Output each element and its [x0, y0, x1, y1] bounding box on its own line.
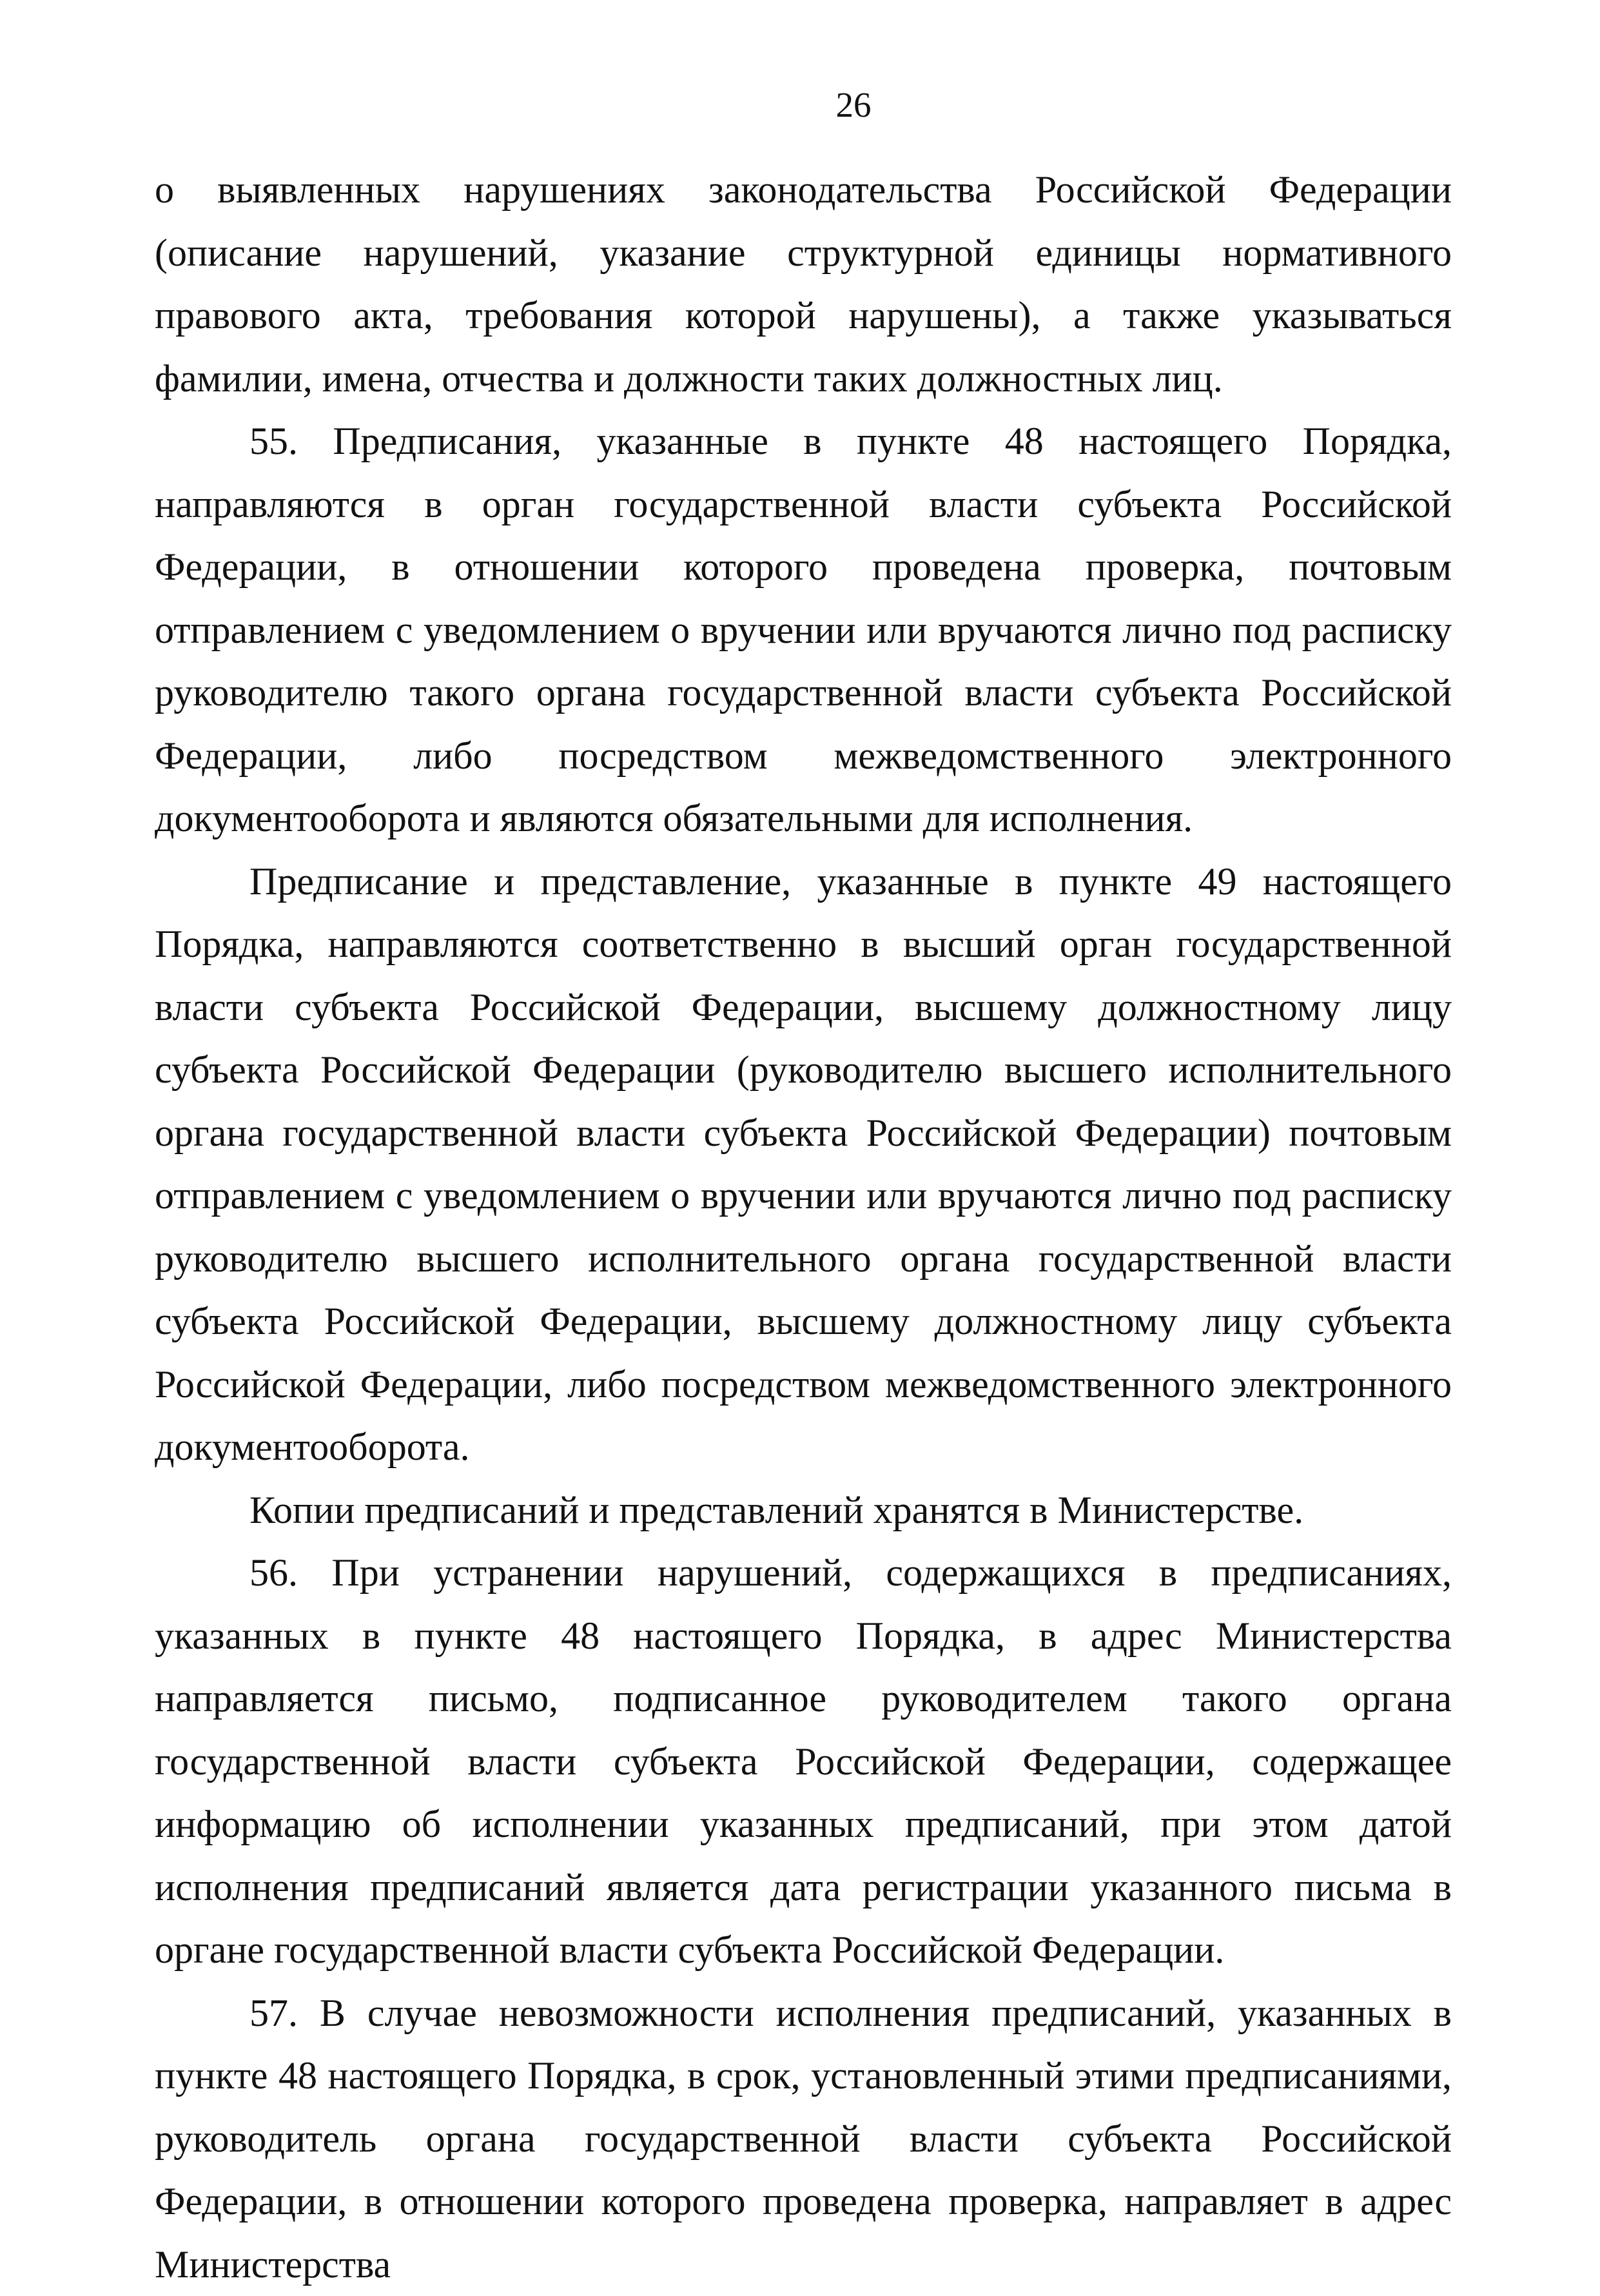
paragraph-56: 56. При устранении нарушений, содержащихся в предписаниях, указанных в пункте 48 настоящего Порядка, в адрес Министерства направляется письмо, подписанное руководителем такого органа государственной власти субъекта Российской Федерации, содержащее информацию об исполнении указанных предписаний, при этом датой исполнения предписаний является дата регистрации указанного письма в органе государственной власти субъекта Российской Федерации.	[155, 1542, 1452, 1982]
paragraph-55: 55. Предписания, указанные в пункте 48 настоящего Порядка, направляются в орган государственной власти субъекта Российской Федерации, в отношении которого проведена проверка, почтовым отправлением с уведомлением о вручении или вручаются лично под расписку руководителю такого органа государственной власти субъекта Российской Федерации, либо посредством межведомственного электронного документооборота и являются обязательными для исполнения.	[155, 410, 1452, 850]
page-number: 26	[0, 83, 1600, 128]
paragraph-55-second: Предписание и представление, указанные в пункте 49 настоящего Порядка, направляются соответственно в высший орган государственной власти субъекта Российской Федерации, высшему должностному лицу субъекта Российской Федерации (руководителю высшего исполнительного органа государственной власти субъекта Российской Федерации) почтовым отправлением с уведомлением о вручении или вручаются лично под расписку руководителю высшего исполнительного органа государственной власти субъекта Российской Федерации, высшему должностному лицу субъекта Российской Федерации, либо посредством межведомственного электронного документооборота.	[155, 850, 1452, 1479]
paragraph-55-third: Копии предписаний и представлений хранятся в Министерстве.	[155, 1479, 1452, 1542]
paragraph-intro-continuation: о выявленных нарушениях законодательства Российской Федерации (описание нарушений, указание структурной единицы нормативного правового акта, требования которой нарушены), а также указываться фамилии, имена, отчества и должности таких должностных лиц.	[155, 159, 1452, 410]
document-body	[155, 159, 1452, 2296]
paragraph-57: 57. В случае невозможности исполнения предписаний, указанных в пункте 48 настоящего Порядка, в срок, установленный этими предписаниями, руководитель органа государственной власти субъекта Российской Федерации, в отношении которого проведена проверка, направляет в адрес Министерства	[155, 1982, 1452, 2296]
